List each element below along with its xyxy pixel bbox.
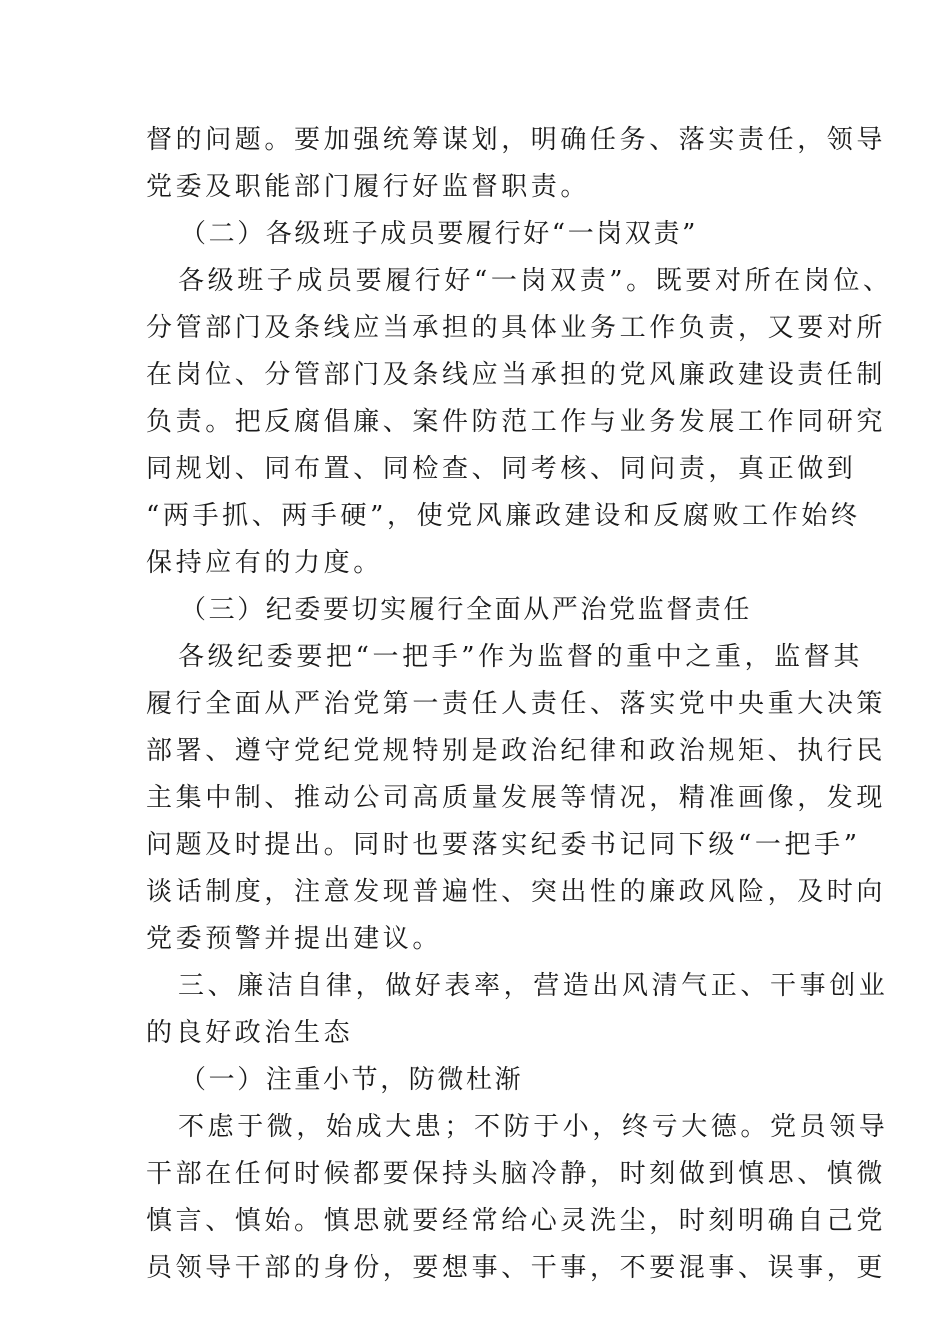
section-heading: （三）纪委要切实履行全面从严治党监督责任 xyxy=(180,595,753,625)
body-line: “两手抓、两手硬”，使党风廉政建设和反腐败工作始终 xyxy=(146,501,861,531)
body-line: 慎言、慎始。慎思就要经常给心灵洗尘，时刻明确自己党 xyxy=(146,1206,887,1236)
body-line: 部署、遵守党纪党规特别是政治纪律和政治规矩、执行民 xyxy=(146,736,887,766)
body-line: 谈话制度，注意发现普遍性、突出性的廉政风险，及时向 xyxy=(146,877,887,907)
body-line: 问题及时提出。同时也要落实纪委书记同下级“一把手” xyxy=(146,830,861,860)
body-line: 党委及职能部门履行好监督职责。 xyxy=(146,172,591,202)
body-line: 各级班子成员要履行好“一岗双责”。既要对所在岗位、 xyxy=(178,266,893,296)
section-heading: （一）注重小节，防微杜渐 xyxy=(180,1065,524,1095)
body-line: 在岗位、分管部门及条线应当承担的党风廉政建设责任制 xyxy=(146,360,887,390)
body-line: 不虑于微，始成大患；不防于小，终亏大德。党员领导 xyxy=(178,1112,889,1142)
body-line: 同规划、同布置、同检查、同考核、同问责，真正做到 xyxy=(146,454,857,484)
body-line: 负责。把反腐倡廉、案件防范工作与业务发展工作同研究 xyxy=(146,407,887,437)
body-line: 督的问题。要加强统筹谋划，明确任务、落实责任，领导 xyxy=(146,125,887,155)
body-line: 党委预警并提出建议。 xyxy=(146,924,443,954)
chapter-heading: 三、廉洁自律，做好表率，营造出风清气正、干事创业 xyxy=(178,971,889,1001)
body-line: 干部在任何时候都要保持头脑冷静，时刻做到慎思、慎微 xyxy=(146,1159,887,1189)
body-line: 主集中制、推动公司高质量发展等情况，精准画像，发现 xyxy=(146,783,887,813)
body-line: 保持应有的力度。 xyxy=(146,548,383,578)
chapter-heading-cont: 的良好政治生态 xyxy=(146,1018,354,1048)
body-line: 履行全面从严治党第一责任人责任、落实党中央重大决策 xyxy=(146,689,887,719)
section-heading: （二）各级班子成员要履行好“一岗双责” xyxy=(180,219,698,249)
body-line: 分管部门及条线应当承担的具体业务工作负责，又要对所 xyxy=(146,313,887,343)
body-line: 各级纪委要把“一把手”作为监督的重中之重，监督其 xyxy=(178,642,863,672)
body-line: 员领导干部的身份，要想事、干事，不要混事、误事，更 xyxy=(146,1253,887,1283)
